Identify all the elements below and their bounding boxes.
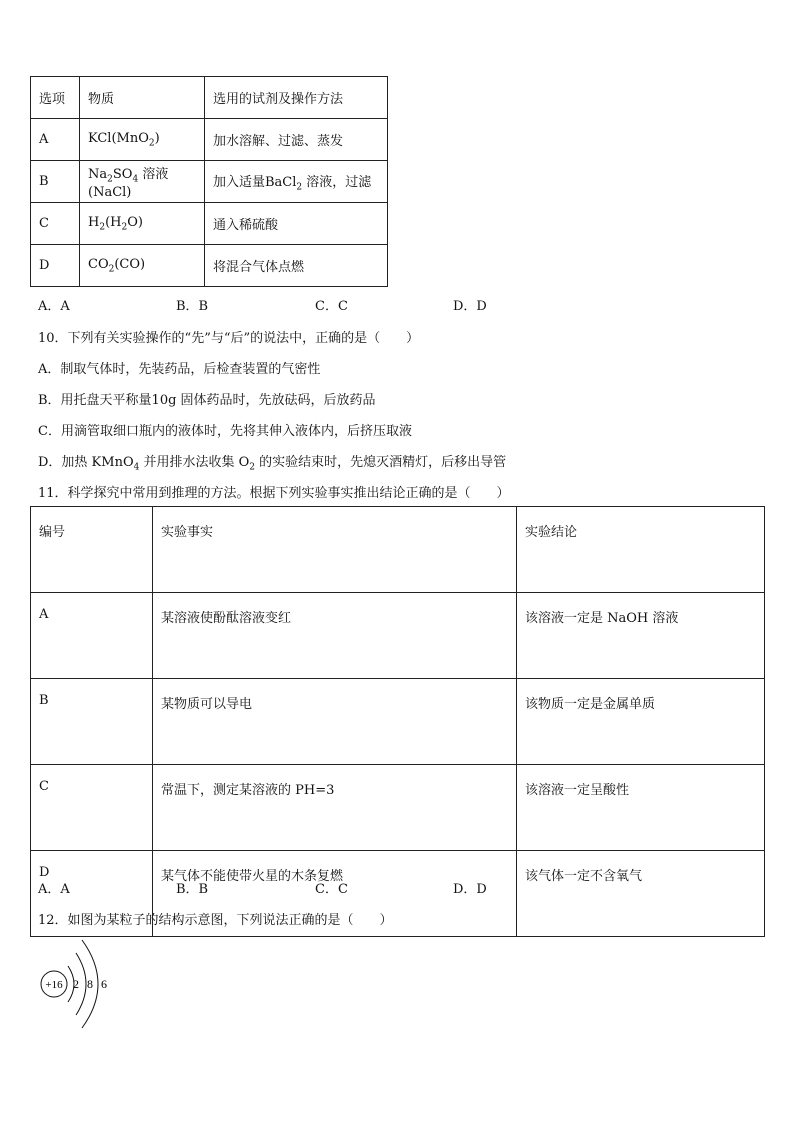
table-row [31,245,388,287]
row-substance: $Na_2SO_4$ 溶液(NaCl) [80,161,205,203]
row-id: A [31,593,153,679]
q10-option-a[interactable]: A．制取气体时，先装药品，后检查装置的气密性 [38,362,321,377]
answer-option-c[interactable]: C．C [315,882,348,897]
header-method: 选用的试剂及操作方法 [205,77,388,119]
shell-electrons-3: 6 [101,977,107,991]
answer-option-a[interactable]: A．A [38,882,70,897]
header-substance: 物质 [80,77,205,119]
atomic-structure-diagram [36,935,126,1035]
answer-option-d[interactable]: D．D [453,882,487,897]
row-fact: 某气体不能使带火星的木条复燃 [153,851,517,937]
shell-electrons-2: 8 [87,977,93,991]
answer-option-d[interactable]: D．D [453,299,487,314]
table-header-row [31,77,388,119]
table-row [31,161,388,203]
header-id: 编号 [31,507,153,593]
table-row [31,679,765,765]
header-option: 选项 [31,77,80,119]
table-row [31,119,388,161]
nucleus-charge: +16 [45,979,63,991]
table-header-row [31,507,765,593]
answer-option-b[interactable]: B．B [176,299,209,314]
header-fact: 实验事实 [153,507,517,593]
row-conclusion: 该气体一定不含氧气 [517,851,765,937]
row-fact: 某物质可以导电 [153,679,517,765]
row-id: B [31,679,153,765]
row-method: 通入稀硫酸 [205,203,388,245]
shell-electrons-1: 2 [73,977,79,991]
substance-table [30,76,388,287]
q10-option-d[interactable]: D．加热 KMnO$_4$ 并用排水法收集 $O_2$ 的实验结束时，先熄灭酒精灯，后移出导管 [38,455,507,473]
row-id: C [31,765,153,851]
question-11-stem: 11．科学探究中常用到推理的方法。根据下列实验事实推出结论正确的是（ ） [38,486,510,501]
answer-option-a[interactable]: A．A [38,299,70,314]
row-conclusion: 该物质一定是金属单质 [517,679,765,765]
row-method: 将混合气体点燃 [205,245,388,287]
row-option: B [31,161,80,203]
row-fact: 某溶液使酚酞溶液变红 [153,593,517,679]
row-substance: $H_2(H_2O)$ [80,203,205,245]
question-10-stem: 10．下列有关实验操作的“先”与“后”的说法中，正确的是（ ） [38,331,420,346]
table-row [31,765,765,851]
question-12-stem: 12．如图为某粒子的结构示意图，下列说法正确的是（ ） [38,913,393,928]
row-fact: 常温下，测定某溶液的 PH=3 [153,765,517,851]
row-substance: $CO_2(CO)$ [80,245,205,287]
answer-option-b[interactable]: B．B [176,882,209,897]
table-row [31,593,765,679]
table-row [31,203,388,245]
q10-option-b[interactable]: B．用托盘天平称量10g 固体药品时，先放砝码，后放药品 [38,393,376,408]
row-option: D [31,245,80,287]
answer-option-c[interactable]: C．C [315,299,348,314]
row-method: 加入适量BaCl$_2$ 溶液，过滤 [205,161,388,203]
q10-option-c[interactable]: C．用滴管取细口瓶内的液体时，先将其伸入液体内，后挤压取液 [38,424,412,439]
row-id: D [31,851,153,937]
row-conclusion: 该溶液一定呈酸性 [517,765,765,851]
header-conclusion: 实验结论 [517,507,765,593]
row-substance: KCl(MnO$_2$) [80,119,205,161]
row-option: A [31,119,80,161]
row-option: C [31,203,80,245]
inference-table [30,506,765,937]
row-conclusion: 该溶液一定是 NaOH 溶液 [517,593,765,679]
row-method: 加水溶解、过滤、蒸发 [205,119,388,161]
